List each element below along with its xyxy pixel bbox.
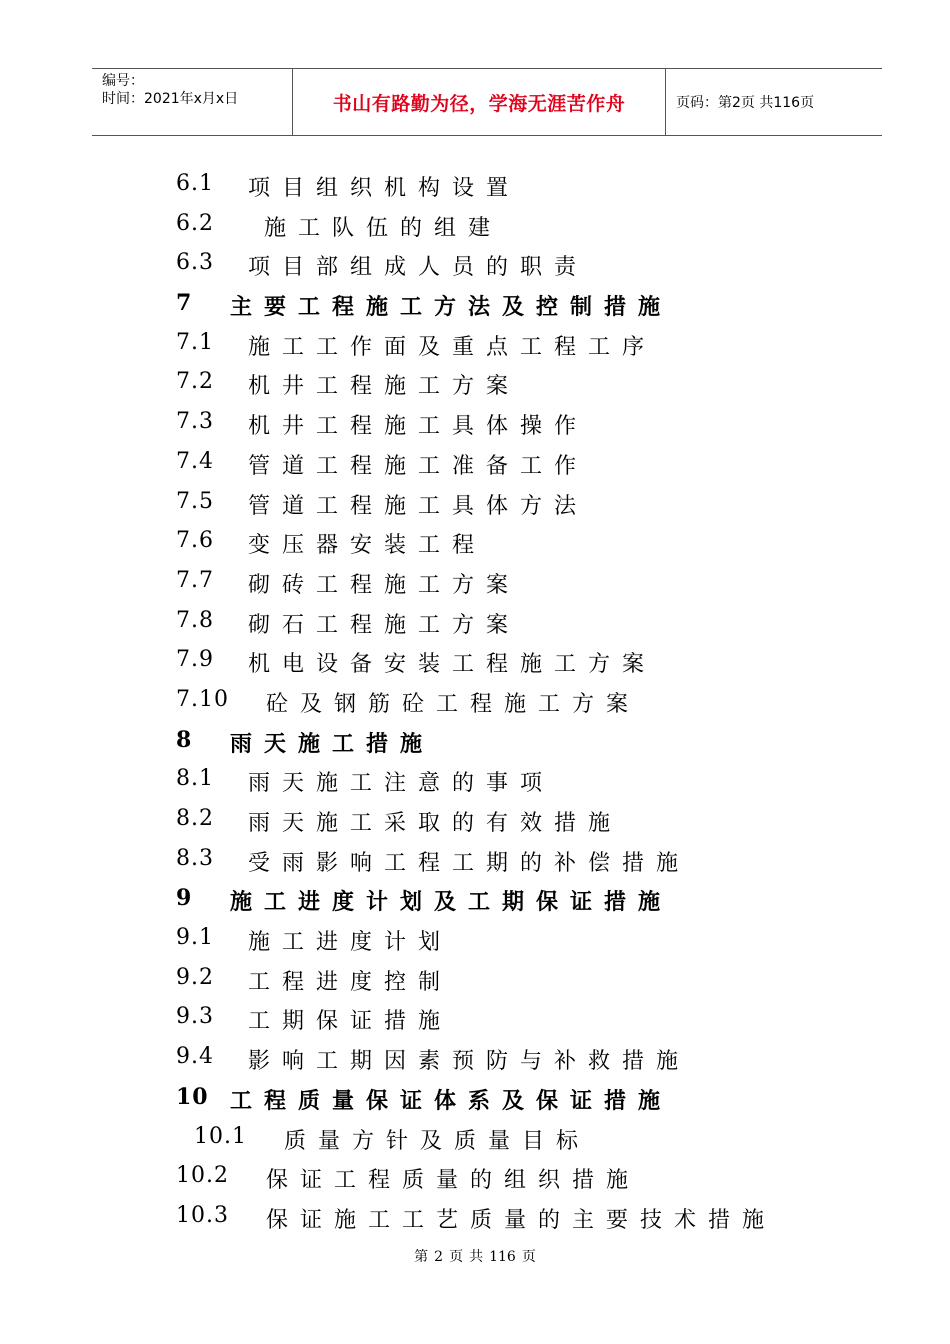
toc-entry-number: 8: [176, 726, 193, 753]
toc-entry-title: 砌石工程施工方案: [248, 612, 521, 638]
toc-entry-number: 6.3: [176, 250, 214, 276]
toc-entry-title: 质量方针及质量目标: [284, 1128, 591, 1154]
toc-entry-title: 受雨影响工程工期的补偿措施: [248, 850, 691, 876]
toc-entry-number: 9.2: [176, 964, 214, 990]
footer-gong: 共: [469, 1249, 484, 1265]
toc-entry-number: 9.1: [176, 925, 214, 951]
toc-entry-title: 保证工程质量的组织措施: [266, 1168, 641, 1194]
toc-entry-number: 8.2: [176, 806, 214, 831]
toc-entry-number: 10.1: [194, 1123, 247, 1149]
toc-entry-title: 施工队伍的组建: [264, 215, 503, 241]
toc-entry-title: 雨天施工注意的事项: [248, 771, 555, 797]
toc-entry-title: 管道工程施工准备工作: [248, 453, 589, 479]
toc-entry-title: 影响工期因素预防与补救措施: [248, 1049, 691, 1075]
toc-entry-title: 施工进度计划及工期保证措施: [230, 889, 673, 916]
document-time: 时间：2021年x月x日: [102, 91, 239, 107]
toc-entry-title: 工程质量保证体系及保证措施: [230, 1087, 673, 1114]
toc-entry-title: 雨天施工措施: [230, 730, 435, 757]
toc-entry-number: 8.1: [176, 766, 214, 792]
toc-entry-title: 工程进度控制: [248, 969, 453, 995]
toc-entry-title: 机井工程施工方案: [248, 374, 521, 400]
toc-entry-title: 主要工程施工方法及控制措施: [230, 294, 673, 321]
toc-entry-title: 机井工程施工具体操作: [248, 414, 589, 440]
toc-entry-number: 10: [176, 1083, 209, 1110]
toc-entry-number: 7: [176, 290, 193, 317]
toc-entry-title: 管道工程施工具体方法: [248, 493, 589, 519]
toc-entry-number: 7.9: [176, 647, 214, 673]
footer-total-pages: 116: [489, 1249, 516, 1265]
footer-ye: 页: [449, 1249, 464, 1265]
toc-entry-title: 工期保证措施: [248, 1009, 453, 1035]
footer-ye-2: 页: [521, 1249, 536, 1265]
footer-di: 第: [414, 1249, 429, 1265]
toc-entry-number: 7.5: [176, 488, 214, 514]
page-header: [92, 68, 882, 136]
toc-entry-title: 砌砖工程施工方案: [248, 572, 521, 598]
header-page-info: 页码：第2页 共116页: [676, 95, 815, 111]
toc-entry-title: 雨天施工采取的有效措施: [248, 811, 623, 836]
toc-entry-number: 10.3: [176, 1202, 229, 1228]
toc-entry-title: 砼及钢筋砼工程施工方案: [266, 691, 641, 717]
toc-entry-number: 7.7: [176, 567, 214, 593]
toc-entry-number: 7.2: [176, 369, 214, 395]
toc-entry-number: 7.3: [176, 409, 214, 435]
toc-entry-number: 7.4: [176, 448, 214, 474]
toc-entry-number: 8.3: [176, 845, 214, 871]
toc-entry-number: 6.1: [176, 171, 214, 196]
toc-entry-title: 保证施工工艺质量的主要技术措施: [266, 1207, 777, 1233]
toc-entry-title: 变压器安装工程: [248, 533, 487, 559]
toc-entry-number: 7.8: [176, 607, 214, 633]
toc-entry-title: 项目组织机构设置: [248, 176, 521, 201]
toc-entry-number: 7.1: [176, 329, 214, 355]
toc-entry-number: 9: [176, 885, 193, 912]
toc-entry-number: 7.6: [176, 528, 214, 554]
toc-entry-title: 项目部组成人员的职责: [248, 255, 589, 281]
footer-page-number: 2: [434, 1249, 444, 1265]
toc-entry-number: 9.3: [176, 1004, 214, 1030]
toc-entry-title: 机电设备安装工程施工方案: [248, 652, 657, 678]
toc-entry-number: 6.2: [176, 210, 214, 236]
toc-entry-title: 施工工作面及重点工程工序: [248, 334, 657, 360]
toc-entry-number: 7.10: [176, 686, 229, 712]
document-number-label: 编号：: [102, 73, 144, 89]
toc-entry-number: 9.4: [176, 1044, 214, 1070]
toc-entry-number: 10.2: [176, 1163, 229, 1189]
header-meta: [92, 69, 293, 135]
header-motto: 书山有路勤为径，学海无涯苦作舟: [293, 69, 666, 135]
toc-entry-title: 施工进度计划: [248, 930, 453, 956]
page-footer: [0, 1246, 950, 1266]
